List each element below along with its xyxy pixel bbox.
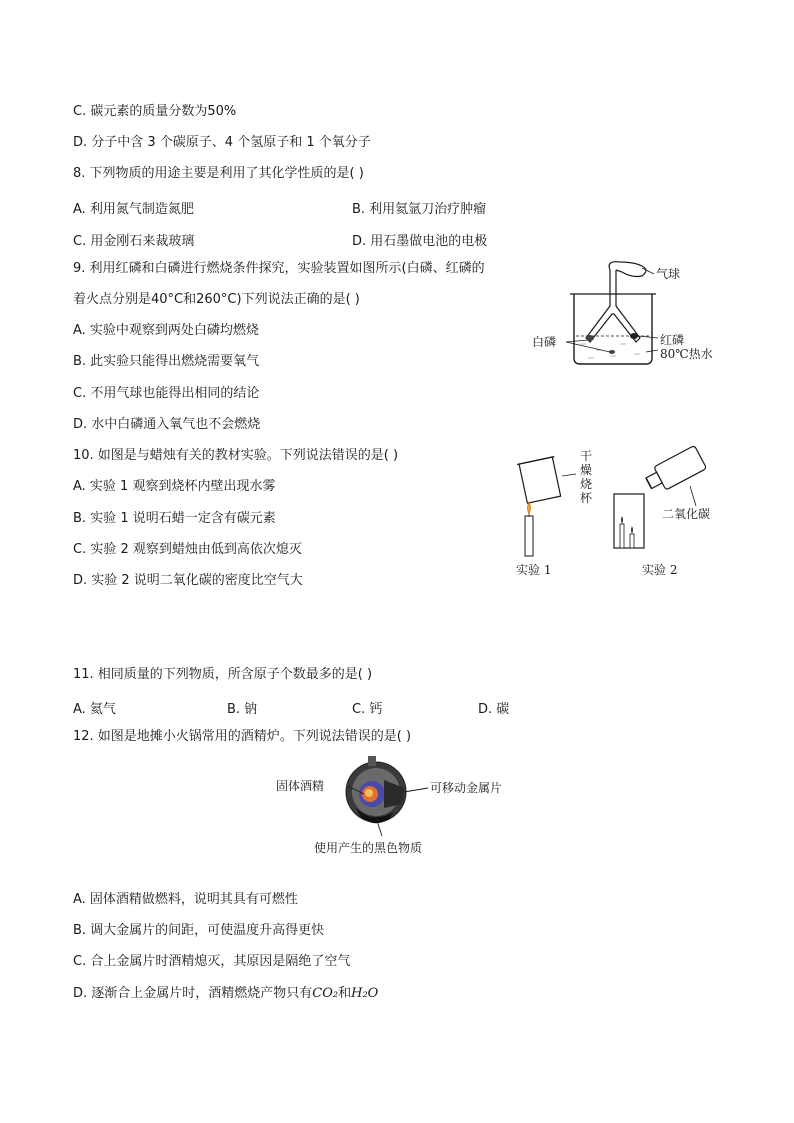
co2-label: 二氧化碳 xyxy=(662,507,711,521)
black-substance-label: 使用产生的黑色物质 xyxy=(314,841,423,855)
q12-option-d-h2o: H₂O xyxy=(351,986,379,1001)
q12-option-d-co2: CO₂ xyxy=(312,986,339,1001)
q7-option-c: C. 碳元素的质量分数为50% xyxy=(73,104,237,119)
solid-alcohol-label: 固体酒精 xyxy=(276,779,325,793)
q11-option-a: A. 氦气 xyxy=(73,702,116,717)
hot-water-label: 80℃热水 xyxy=(660,347,713,361)
white-phosphorus-label: 白磷 xyxy=(532,335,557,349)
red-phosphorus-label: 红磷 xyxy=(660,333,685,347)
q10-stem: 10. 如图是与蜡烛有关的教材实验。下列说法错误的是( ) xyxy=(73,448,399,463)
q7-option-d: D. 分子中含 3 个碳原子、4 个氢原子和 1 个氧分子 xyxy=(73,135,371,150)
q12-option-d-and: 和 xyxy=(338,986,352,1001)
q8-option-a: A. 利用氮气制造氮肥 xyxy=(73,202,194,217)
q12-option-d xyxy=(73,986,378,1002)
q8-option-d: D. 用石墨做电池的电极 xyxy=(352,234,488,249)
exp1-label: 实验 1 xyxy=(516,563,552,577)
q9-option-b: B. 此实验只能得出燃烧需要氧气 xyxy=(73,354,260,369)
q11-option-b: B. 钠 xyxy=(227,702,258,717)
q12-option-b: B. 调大金属片的间距，可使温度升高得更快 xyxy=(73,923,325,938)
dry-beaker-char-2: 燥 xyxy=(580,463,593,477)
exp2-label: 实验 2 xyxy=(642,563,678,577)
q8-stem: 8. 下列物质的用途主要是利用了其化学性质的是( ) xyxy=(73,166,364,181)
dry-beaker-char-4: 杯 xyxy=(580,491,593,505)
q10-option-a: A. 实验 1 观察到烧杯内壁出现水雾 xyxy=(73,479,276,494)
q8-option-b: B. 利用氦氩刀治疗肿瘤 xyxy=(352,202,487,217)
q12-option-d-text: D. 逐渐合上金属片时，酒精燃烧产物只有 xyxy=(73,986,313,1001)
q9-option-c: C. 不用气球也能得出相同的结论 xyxy=(73,386,260,401)
q8-option-c: C. 用金刚石来裁玻璃 xyxy=(73,234,195,249)
q12-option-c: C. 合上金属片时酒精熄灭，其原因是隔绝了空气 xyxy=(73,954,351,969)
q9-option-a: A. 实验中观察到两处白磷均燃烧 xyxy=(73,323,259,338)
q12-option-a: A. 固体酒精做燃料，说明其具有可燃性 xyxy=(73,892,298,907)
movable-sheet-label: 可移动金属片 xyxy=(430,781,503,795)
q12-stem: 12. 如图是地摊小火锅常用的酒精炉。下列说法错误的是( ) xyxy=(73,729,412,744)
dry-beaker-char-1: 干 xyxy=(580,449,593,463)
q10-candle-figure xyxy=(510,446,742,582)
q10-option-c: C. 实验 2 观察到蜡烛由低到高依次熄灭 xyxy=(73,542,302,557)
q12-alcohol-stove-figure xyxy=(272,752,532,860)
q10-option-d: D. 实验 2 说明二氧化碳的密度比空气大 xyxy=(73,573,303,588)
q10-option-b: B. 实验 1 说明石蜡一定含有碳元素 xyxy=(73,511,276,526)
q9-apparatus-figure xyxy=(530,258,730,370)
q11-option-d: D. 碳 xyxy=(478,702,510,717)
dry-beaker-char-3: 烧 xyxy=(580,477,593,491)
q9-stem-line1: 9. 利用红磷和白磷进行燃烧条件探究，实验装置如图所示(白磷、红磷的 xyxy=(73,261,485,276)
q11-option-c: C. 钙 xyxy=(352,702,383,717)
q9-option-d: D. 水中白磷通入氧气也不会燃烧 xyxy=(73,417,261,432)
balloon-label: 气球 xyxy=(656,267,681,281)
q11-stem: 11. 相同质量的下列物质，所含原子个数最多的是( ) xyxy=(73,667,373,682)
q9-stem-line2: 着火点分别是40°C和260°C)下列说法正确的是( ) xyxy=(73,292,360,307)
